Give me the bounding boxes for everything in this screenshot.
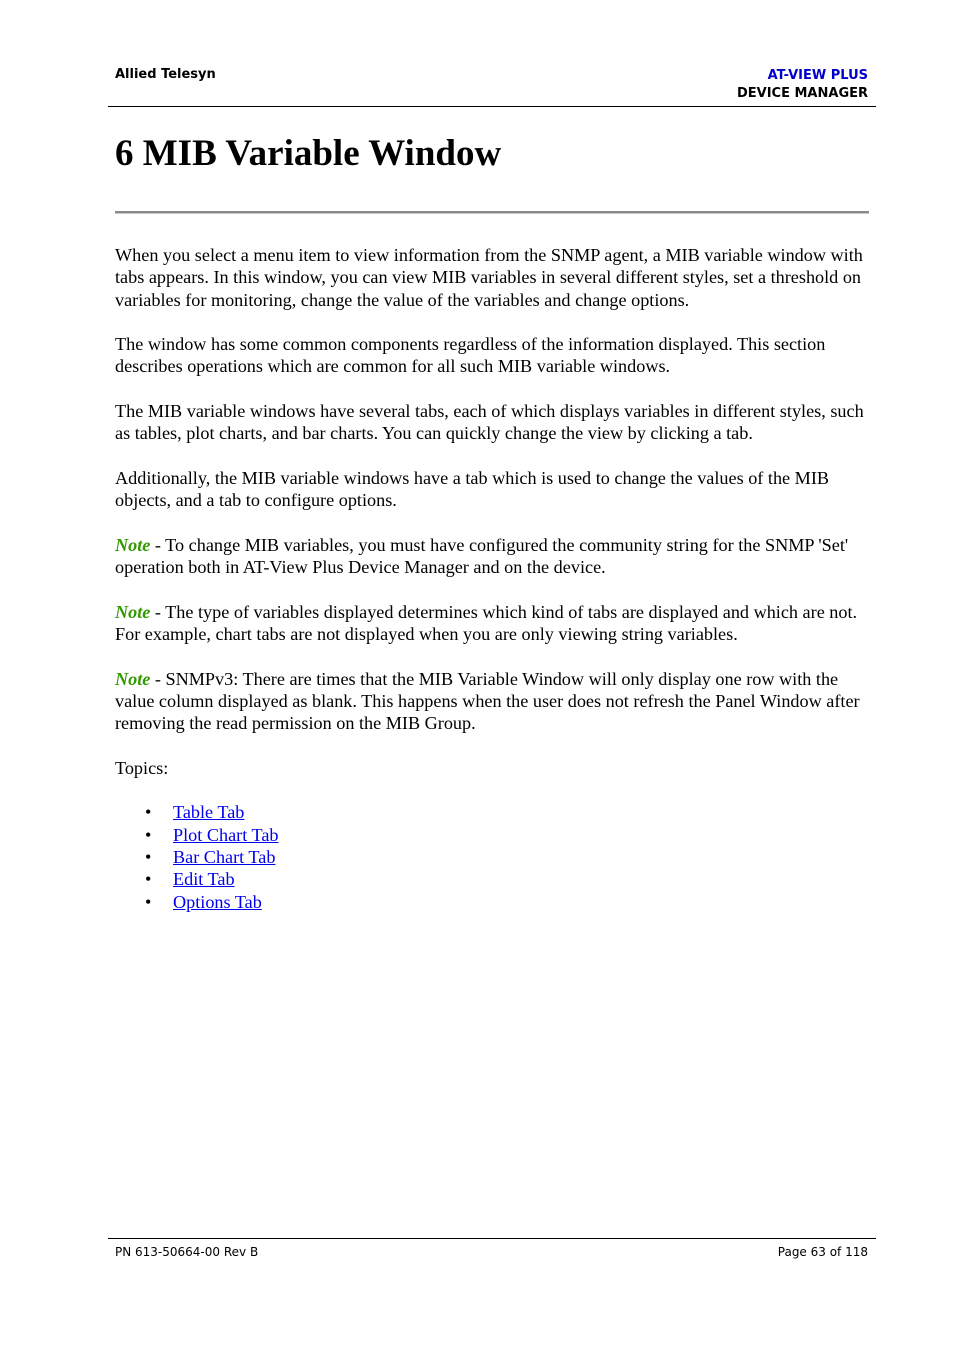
note-paragraph [115,601,875,646]
footer-part-number: PN 613-50664-00 Rev B [115,1245,259,1259]
bullet-icon: • [145,869,152,890]
note-label: Note [115,668,151,689]
list-item [115,891,875,913]
header-company: Allied Telesyn [115,67,216,82]
paragraph: Additionally, the MIB variable windows have a tab which is used to change the values of the MIB objects, and a tab to configure options. [115,467,830,511]
header-product [737,67,868,103]
note-text: - The type of variables displayed determines which kind of tabs are displayed and which are not. For example, chart tabs are not displayed when you are only viewing string variables. [115,601,858,645]
note-label: Note [115,534,151,555]
paragraph: The window has some common components regardless of the information displayed. This section describes operations which are common for all such MIB variable windows. [115,334,826,377]
header-product-line2: DEVICE MANAGER [736,86,868,101]
bullet-icon: • [145,802,152,823]
body-text [115,244,875,913]
note-paragraph [115,534,875,579]
topic-link-table-tab[interactable]: Table Tab [173,802,245,823]
topic-link-bar-chart-tab[interactable]: Bar Chart Tab [173,847,276,868]
paragraph: The MIB variable windows have several tabs, each of which displays variables in different styles, such as tables, plot charts, and bar charts. You can quickly change the view by clicking a tab. [115,401,864,444]
note-label: Note [115,601,151,622]
paragraph: When you select a menu item to view information from the SNMP agent, a MIB variable window with tabs appears. In this window, you can view MIB variables in several different styles, set a threshold on variables for monitoring, change the value of the variables and change options. [115,245,863,310]
bullet-icon: • [145,824,152,845]
note-text: - SNMPv3: There are times that the MIB Variable Window will only display one row with the value column displayed as blank. This happens when the user does not refresh the Panel Window after removing the read permission on the MIB Group. [115,668,860,734]
footer-page-number: Page 63 of 118 [777,1245,868,1259]
note-text: - To change MIB variables, you must have configured the community string for the SNMP 'Set' operation both in AT-View Plus Device Manager and on the device. [115,534,849,578]
list-item [115,801,875,823]
header-divider [108,106,876,107]
footer-divider [108,1238,876,1239]
list-item [115,824,875,846]
topics-list [115,801,875,912]
topic-link-plot-chart-tab[interactable]: Plot Chart Tab [173,824,279,845]
topic-link-options-tab[interactable]: Options Tab [173,891,262,912]
topics-label: Topics: [115,757,169,778]
title-divider [115,211,869,214]
list-item [115,846,875,868]
page-title: 6 MIB Variable Window [115,133,502,174]
bullet-icon: • [145,891,152,912]
bullet-icon: • [145,847,152,868]
note-paragraph [115,668,875,735]
topic-link-edit-tab[interactable]: Edit Tab [173,869,235,890]
header-product-line1: AT-VIEW PLUS [767,68,868,83]
list-item [115,868,875,890]
